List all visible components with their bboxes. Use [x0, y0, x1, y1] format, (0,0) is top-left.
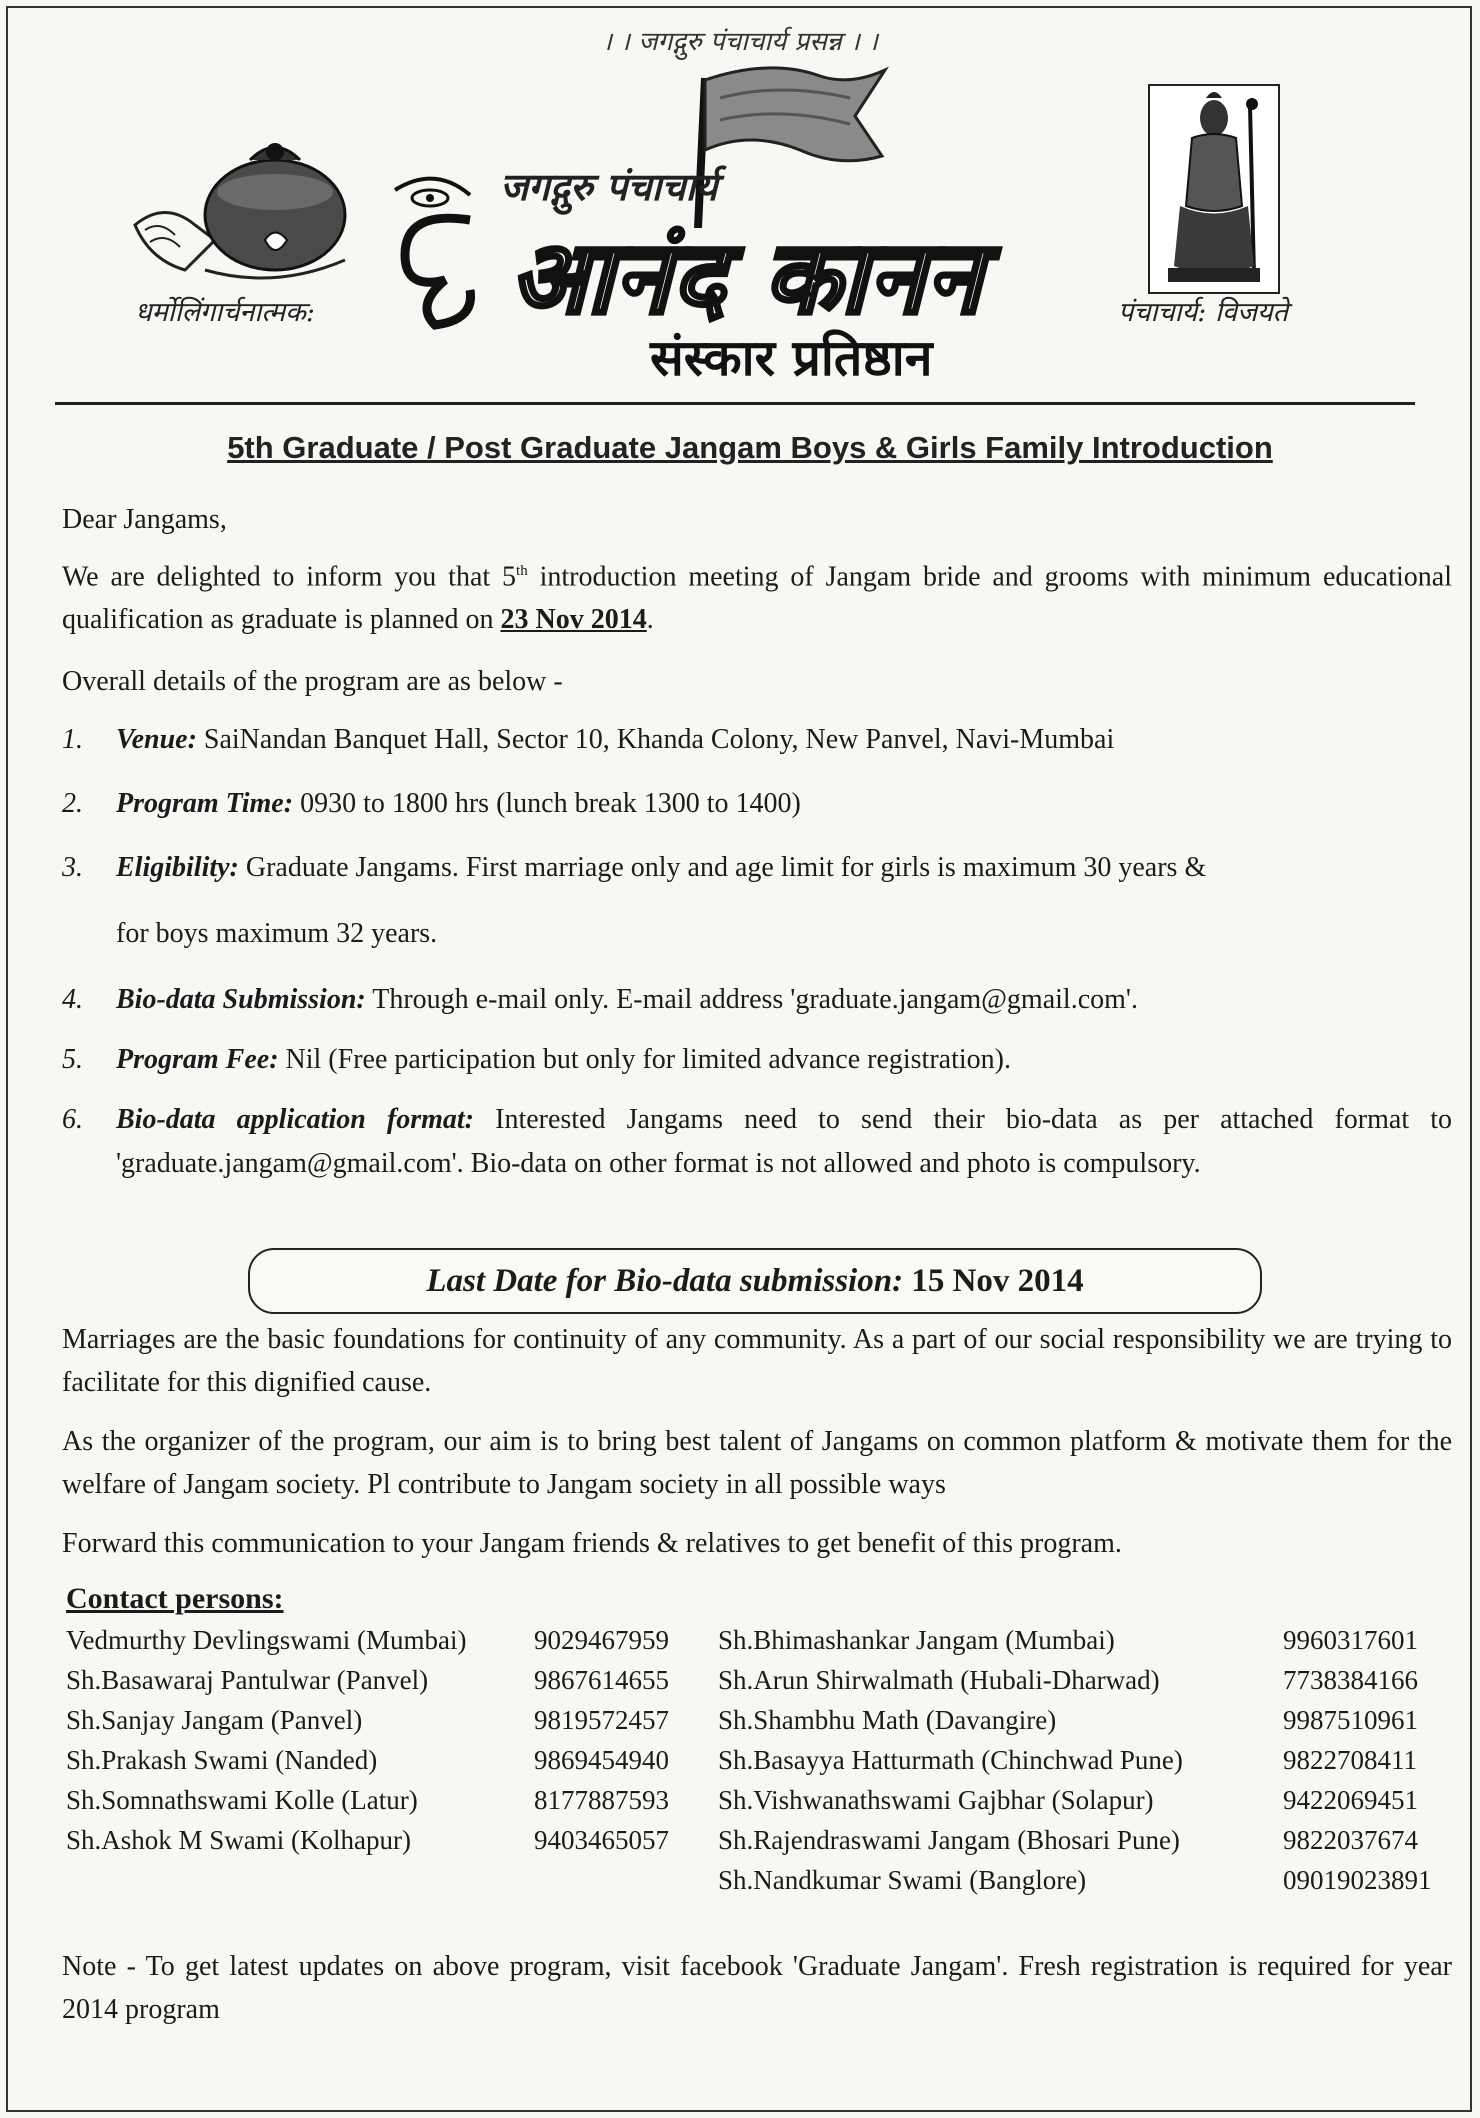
contact-name: Sh.Basawaraj Pantulwar (Panvel)	[66, 1665, 429, 1695]
contact-row	[718, 1700, 1458, 1740]
org-subtitle: जगद्गुरु पंचाचार्य	[500, 164, 718, 209]
contact-phone: 9869454940	[534, 1745, 669, 1775]
contact-row	[66, 1780, 696, 1820]
intro-paragraph	[62, 550, 1452, 641]
detail-number: 6.	[62, 1104, 83, 1135]
detail-label: Program Fee:	[116, 1044, 279, 1075]
letterhead	[0, 0, 1480, 420]
detail-number: 4.	[62, 984, 83, 1015]
contact-phone: 7738384166	[1283, 1665, 1418, 1695]
contact-name: Sh.Shambhu Math (Davangire)	[718, 1705, 1057, 1735]
om-symbol-icon	[375, 170, 495, 330]
header-divider	[55, 402, 1415, 405]
footer-note: Note - To get latest updates on above program, visit facebook 'Graduate Jangam'. Fresh registration is required for year 2014 program	[62, 1951, 1452, 2025]
contact-heading: Contact persons:	[66, 1582, 284, 1615]
right-motto: पंचाचार्य: विजयते	[1118, 297, 1289, 328]
contact-row	[718, 1780, 1458, 1820]
detail-number: 1.	[62, 724, 83, 755]
contact-phone: 9403465057	[534, 1825, 669, 1855]
salutation: Dear Jangams,	[62, 504, 227, 535]
detail-label: Bio-data Submission:	[116, 984, 366, 1015]
contact-name: Sh.Prakash Swami (Nanded)	[66, 1745, 378, 1775]
contact-row	[718, 1740, 1458, 1780]
contact-row	[66, 1740, 696, 1780]
intro-superscript: th	[516, 563, 528, 579]
contact-phone: 9819572457	[534, 1705, 669, 1735]
detail-text: Nil (Free participation but only for limited advance registration).	[278, 1044, 1011, 1075]
overall-details-line: Overall details of the program are as below -	[62, 666, 563, 697]
contact-phone: 8177887593	[534, 1785, 669, 1815]
contact-row	[718, 1660, 1458, 1700]
contact-name: Sh.Vishwanathswami Gajbhar (Solapur)	[718, 1785, 1154, 1815]
detail-text-continued: for boys maximum 32 years.	[116, 918, 438, 949]
contact-name: Sh.Somnathswami Kolle (Latur)	[66, 1785, 418, 1815]
detail-label: Eligibility:	[116, 852, 239, 883]
event-date: 23 Nov 2014	[500, 604, 647, 636]
detail-label: Bio-data application format:	[116, 1104, 475, 1135]
contact-phone: 9867614655	[534, 1665, 669, 1695]
detail-label: Venue:	[116, 724, 197, 755]
deadline-banner	[248, 1248, 1262, 1314]
contact-name: Sh.Basayya Hatturmath (Chinchwad Pune)	[718, 1745, 1183, 1775]
deity-figure-icon	[1150, 86, 1278, 292]
contact-name: Sh.Arun Shirwalmath (Hubali-Dharwad)	[718, 1665, 1160, 1695]
deadline-label: Last Date for Bio-data submission:	[426, 1263, 904, 1299]
contact-row	[66, 1660, 696, 1700]
contacts-right-column	[718, 1620, 1458, 1900]
contact-row	[66, 1620, 696, 1660]
contact-name: Sh.Ashok M Swami (Kolhapur)	[66, 1825, 411, 1855]
detail-number: 3.	[62, 852, 83, 883]
detail-text: Through e-mail only. E-mail address 'graduate.jangam@gmail.com'.	[365, 984, 1138, 1015]
notice-title: 5th Graduate / Post Graduate Jangam Boys & Girls Family Introduction	[227, 430, 1273, 465]
deity-portrait	[1148, 84, 1280, 294]
contact-name: Vedmurthy Devlingswami (Mumbai)	[66, 1625, 467, 1655]
forward-paragraph: Forward this communication to your Jangam friends & relatives to get benefit of this program.	[62, 1528, 1122, 1559]
detail-number: 2.	[62, 788, 83, 819]
contact-row	[718, 1860, 1458, 1900]
marriage-paragraph: Marriages are the basic foundations for continuity of any community. As a part of our social responsibility we are trying to facilitate for this dignified cause.	[62, 1324, 1452, 1398]
kalash-emblem-icon	[125, 130, 365, 290]
detail-number: 5.	[62, 1044, 83, 1075]
contacts-left-column	[66, 1620, 696, 1860]
contact-name: Sh.Sanjay Jangam (Panvel)	[66, 1705, 363, 1735]
contact-row	[718, 1620, 1458, 1660]
detail-text: SaiNandan Banquet Hall, Sector 10, Khanda Colony, New Panvel, Navi-Mumbai	[196, 724, 1115, 755]
detail-text: 0930 to 1800 hrs (lunch break 1300 to 1400)	[293, 788, 801, 819]
contact-phone: 09019023891	[1283, 1865, 1432, 1895]
left-motto: धर्मोलिंगार्चनात्मक:	[135, 297, 315, 328]
detail-label: Program Time:	[116, 788, 294, 819]
contact-phone: 9029467959	[534, 1625, 669, 1655]
contact-phone: 9960317601	[1283, 1625, 1418, 1655]
intro-text-2: introduction meeting of Jangam bride and grooms with minimum educational qualification as graduate is planned on	[62, 561, 1452, 636]
contact-row	[718, 1820, 1458, 1860]
org-title: आनंद कानन	[510, 218, 984, 336]
detail-text: Interested Jangams need to send their bio-data as per attached format to 'graduate.jangam@gmail.com'. Bio-data on other format is not allowed and photo is compulsory.	[116, 1104, 1452, 1179]
organizer-paragraph: As the organizer of the program, our aim is to bring best talent of Jangams on common platform & motivate them for the welfare of Jangam society. Pl contribute to Jangam society in all possible ways	[62, 1426, 1452, 1500]
contact-phone: 9822708411	[1283, 1745, 1417, 1775]
detail-text: Graduate Jangams. First marriage only and age limit for girls is maximum 30 years &	[238, 852, 1207, 883]
intro-text-end: .	[646, 604, 654, 636]
contact-name: Sh.Bhimashankar Jangam (Mumbai)	[718, 1625, 1115, 1655]
deadline-date: 15 Nov 2014	[911, 1263, 1084, 1299]
contact-row	[66, 1820, 696, 1860]
contact-row	[66, 1700, 696, 1740]
top-blessing: । । जगद्गुरु पंचाचार्य प्रसन्न । ।	[602, 27, 878, 57]
contact-phone: 9987510961	[1283, 1705, 1418, 1735]
contact-name: Sh.Nandkumar Swami (Banglore)	[718, 1865, 1087, 1895]
intro-text-1: We are delighted to inform you that 5	[62, 561, 517, 593]
org-tagline: संस्कार प्रतिष्ठान	[650, 328, 933, 387]
contact-phone: 9422069451	[1283, 1785, 1418, 1815]
contact-phone: 9822037674	[1283, 1825, 1418, 1855]
contact-name: Sh.Rajendraswami Jangam (Bhosari Pune)	[718, 1825, 1180, 1855]
